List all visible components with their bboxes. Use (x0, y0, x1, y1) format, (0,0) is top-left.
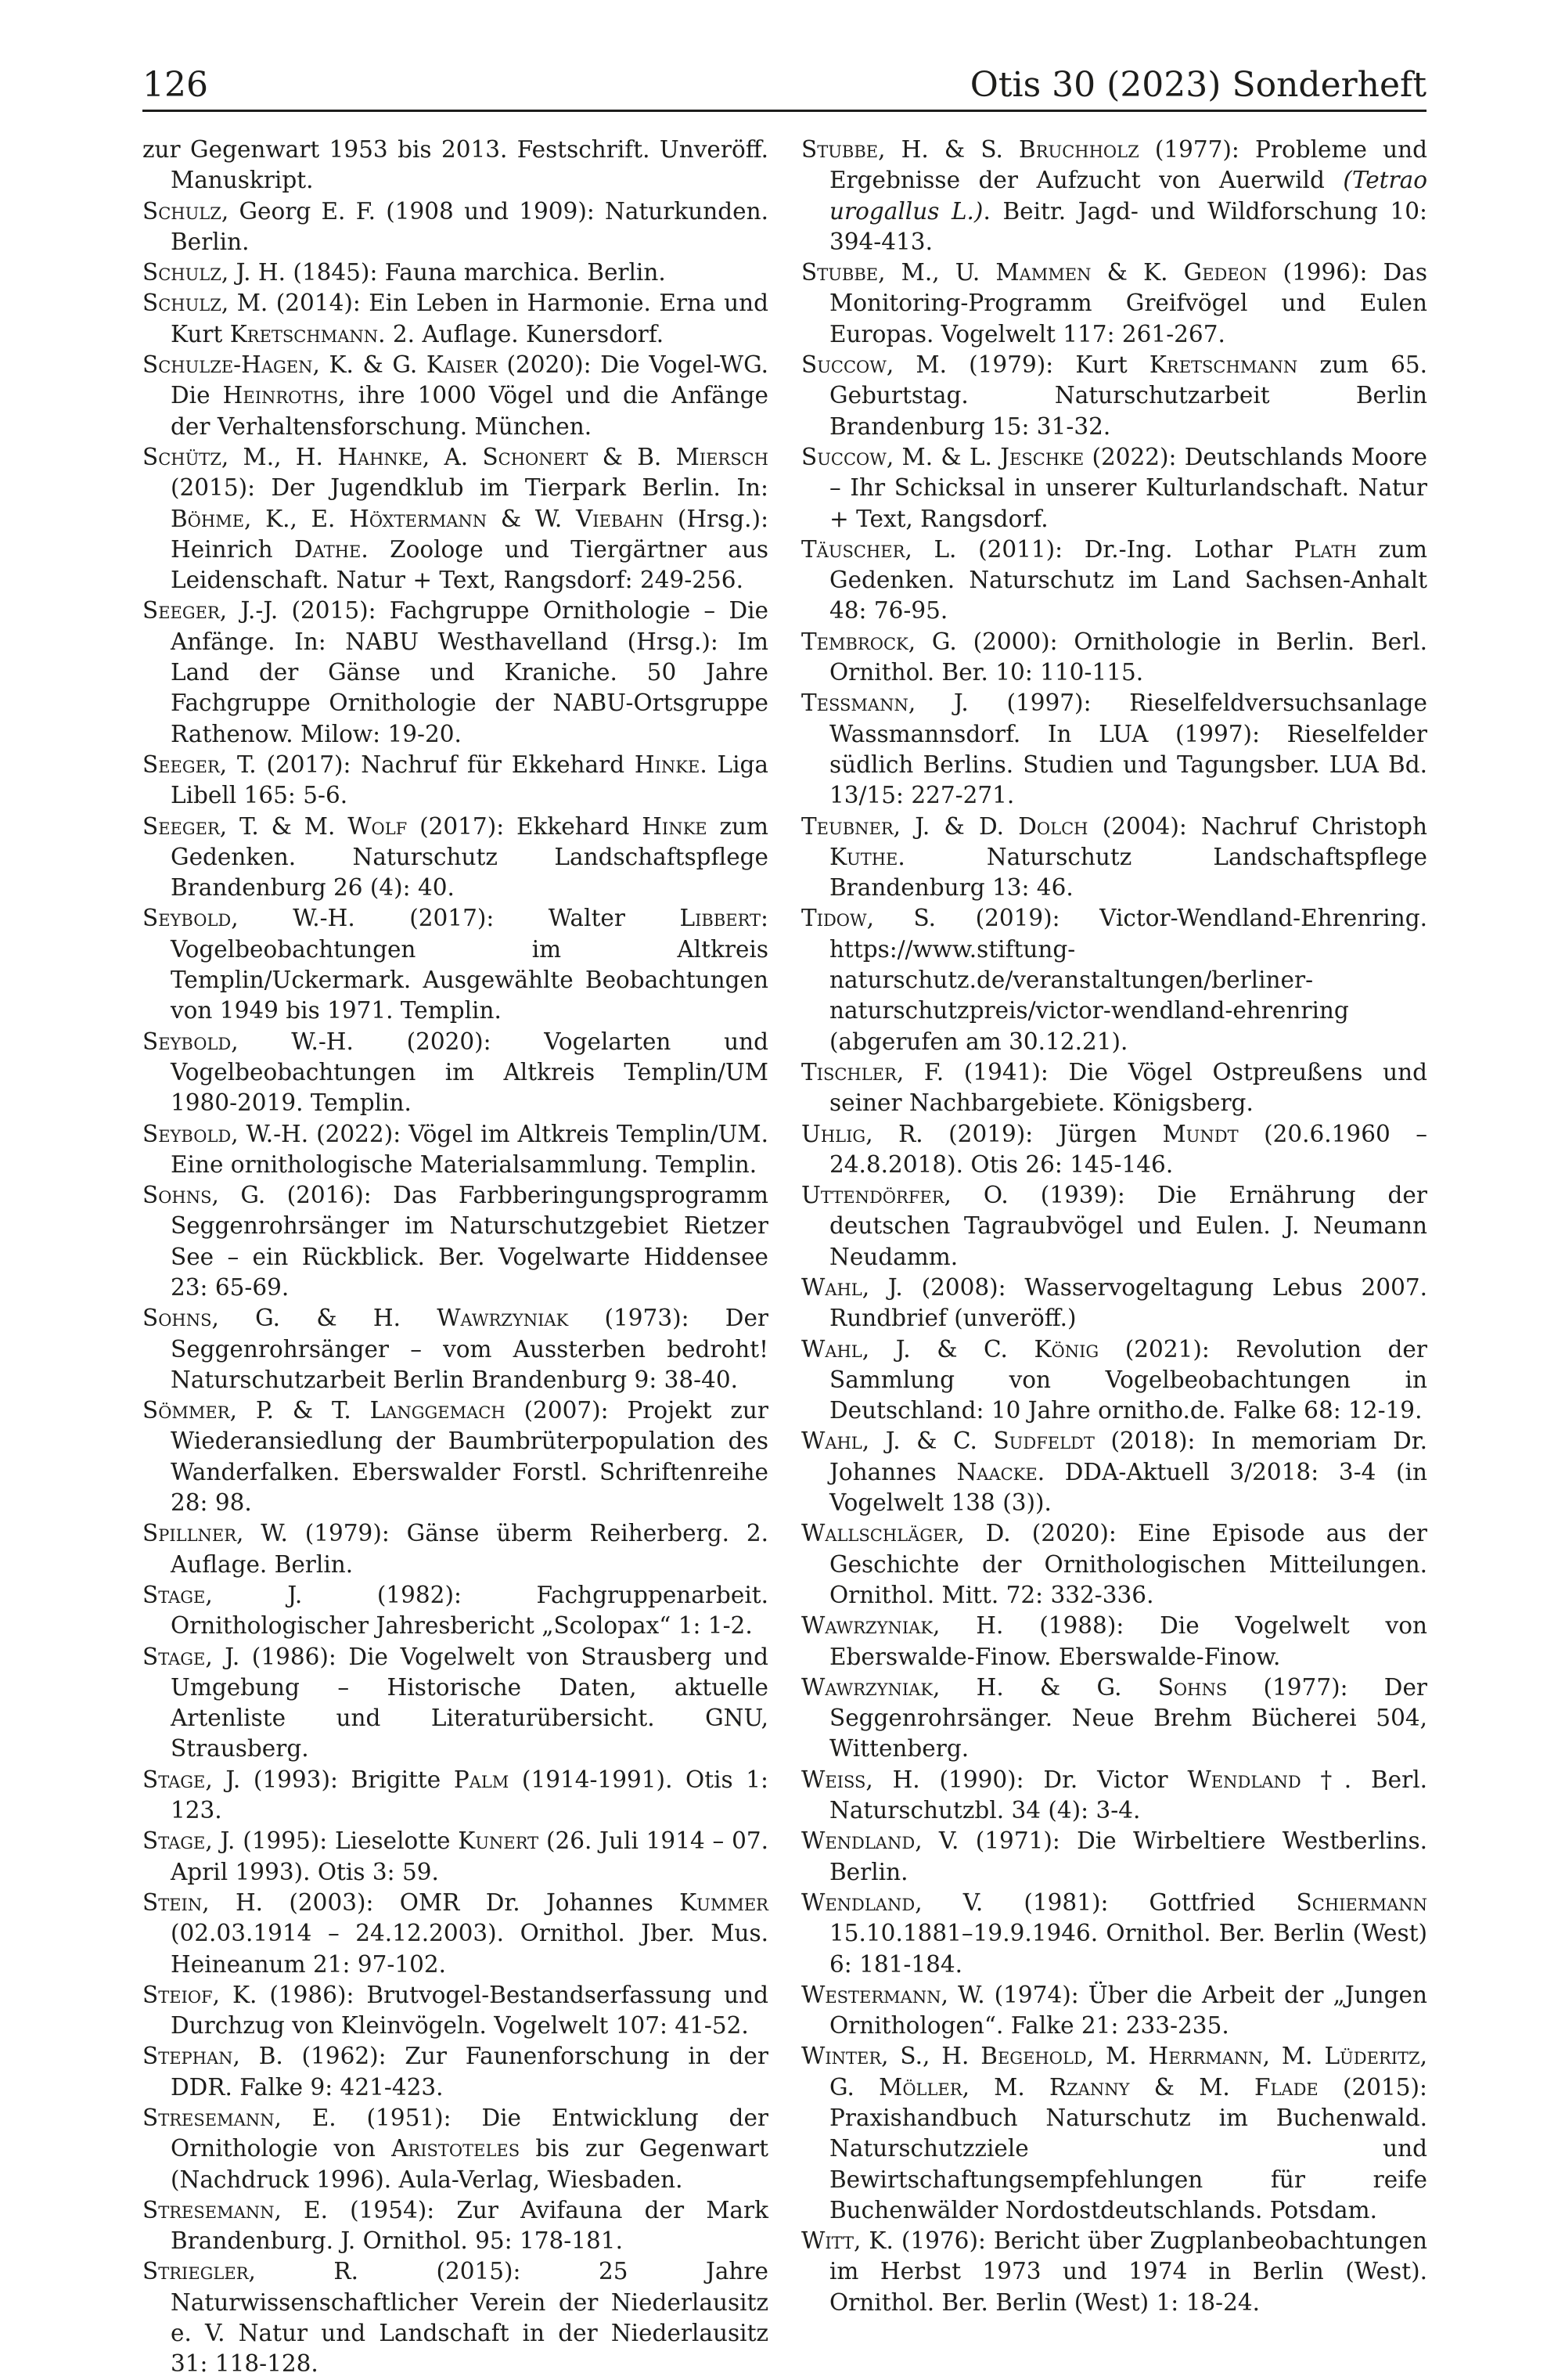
author-name: Uhlig (801, 1120, 866, 1147)
author-name: Westermann (801, 1981, 941, 2008)
reference-text: (1996): Das Monitoring-Programm Greifvögel und Eulen Europas. Vogelwelt 117: 261-267. (829, 259, 1428, 347)
author-name: Gedeon (1183, 259, 1268, 286)
reference-text: , S., H. (881, 2043, 981, 2070)
reference-text: , W.-H. (2017): Walter (231, 905, 680, 932)
author-name: Hinke (642, 812, 707, 840)
page-header (142, 61, 1426, 110)
reference-text: , R. (2019): Jürgen (865, 1120, 1163, 1147)
reference-entry (142, 1395, 768, 1518)
reference-entry (801, 1980, 1427, 2042)
reference-text: , W. (1979): Gänse überm Reiherberg. 2. Auflage. Berlin. (171, 1520, 768, 1578)
author-name: Spillner (142, 1520, 237, 1547)
author-name: Stage (142, 1581, 206, 1608)
reference-text: (20.6.1960 – 24.8.2018). Otis 26: 145-146. (829, 1120, 1427, 1178)
reference-entry (142, 2103, 768, 2195)
reference-entry (801, 1273, 1427, 1334)
reference-text: , M. (1262, 2043, 1325, 2070)
reference-text: , G. (2016): Das Farbberingungsprogramm Seggenrohrsänger im Naturschutzgebiet Rietzer See – ein Rückblick. Ber. Vogelwarte Hiddensee 23: 65-69. (171, 1182, 768, 1301)
reference-column-right (801, 135, 1427, 2318)
reference-entry (142, 596, 768, 749)
author-name: Lüderitz (1324, 2043, 1420, 2070)
reference-text: (1977): Probleme und Ergebnisse der Aufzucht von Auerwild (829, 136, 1427, 194)
reference-entry (801, 1765, 1427, 1827)
author-name: Dathe (294, 535, 362, 563)
author-name: Kretschmann (1149, 351, 1298, 379)
reference-entry (801, 442, 1427, 535)
reference-text: . Liga Libell 165: 5-6. (171, 751, 768, 809)
reference-entry (801, 688, 1427, 811)
reference-entry (142, 1119, 768, 1181)
reference-entry (142, 1826, 768, 1888)
reference-entry (801, 2226, 1427, 2318)
reference-entry (801, 1826, 1427, 1888)
reference-text: , M. (962, 2073, 1049, 2101)
reference-text: (2022): Deutschlands Moore – Ihr Schicksal in unserer Kulturlandschaft. Natur + Text, Rangsdorf. (829, 443, 1428, 532)
reference-text: (2021): Revolution der Sammlung von Vogelbeobachtungen in Deutschland: 10 Jahre ornitho.de. Falke 68: 12-19. (829, 1335, 1427, 1424)
reference-entry (142, 812, 768, 904)
reference-text: , W.-H. (2020): Vogelarten und Vogelbeobachtungen im Altkreis Templin/UM 1980-2019. Templin. (171, 1028, 768, 1117)
author-name: Striegler (142, 2258, 249, 2285)
reference-entry (801, 1672, 1427, 1765)
reference-text: . Beitr. Jagd- und Wildforschung 10: 394-413. (829, 197, 1427, 255)
author-name: Sohns (142, 1305, 212, 1332)
author-name: Uttendörfer (801, 1182, 944, 1209)
reference-text: , K. & G. (312, 351, 426, 379)
reference-text: , M. (1979): Kurt (886, 351, 1149, 379)
reference-text: bis zur Gegenwart (Nachdruck 1996). Aula-Verlag, Wiesbaden. (171, 2135, 768, 2193)
reference-text: , L. (2011): Dr.-Ing. Lothar (905, 535, 1294, 563)
author-name: Sömmer (142, 1397, 230, 1424)
reference-entry (801, 535, 1427, 627)
author-name: Schulz (142, 259, 221, 286)
author-name: Kunert (458, 1827, 539, 1855)
reference-text: , J. & C. (862, 1335, 1034, 1363)
author-name: Sohns (142, 1182, 212, 1209)
author-name: Seeger (142, 751, 220, 778)
reference-entry (801, 1180, 1427, 1273)
author-name: Aristoteles (391, 2135, 520, 2162)
reference-text: , E. (1954): Zur Avifauna der Mark Brandenburg. J. Ornithol. 95: 178-181. (171, 2196, 768, 2255)
reference-text: , R. (2015): 25 Jahre Naturwissenschaftlicher Verein der Niederlausitz e. V. Natur und Landschaft in der Niederlausitz 31: 118-128. (171, 2258, 768, 2378)
author-name: Tessmann (801, 690, 908, 717)
author-name: Winter (801, 2043, 882, 2070)
author-name: Stage (142, 1827, 206, 1855)
reference-text: , B. (1962): Zur Faunenforschung in der DDR. Falke 9: 421-423. (171, 2043, 768, 2101)
reference-text: , M., U. (878, 259, 996, 286)
reference-entry (142, 1980, 768, 2042)
author-name: Weiss (801, 1766, 866, 1793)
author-name: Stresemann (142, 2105, 275, 2131)
author-name: Herrmann (1148, 2043, 1263, 2070)
author-name: Wawrzyniak (801, 1612, 934, 1640)
reference-text: , Georg E. F. (1908 und 1909): Naturkunden. Berlin. (171, 197, 768, 255)
author-name: Begehold (980, 2043, 1087, 2070)
reference-text: , S. (2019): Victor-Wendland-Ehrenring. https://www.stiftung-naturschutz.de/veranstaltungen/berliner-naturschutzpreis/victor-wendland-ehrenring (abgerufen am 30.12.21). (829, 905, 1427, 1055)
reference-text: , H. (1990): Dr. Victor (865, 1766, 1188, 1793)
reference-text: (02.03.1914 – 24.12.2003). Ornithol. Jber. Mus. Heineanum 21: 97-102. (171, 1920, 768, 1978)
reference-entry (801, 903, 1427, 1057)
reference-entry (801, 1518, 1427, 1611)
reference-text: . DDA-Aktuell 3/2018: 3-4 (in Vogelwelt 138 (3)). (829, 1458, 1427, 1517)
reference-text: , W.-H. (2022): Vögel im Altkreis Templin/UM. Eine ornithologische Materialsammlung. Templin. (171, 1120, 768, 1178)
reference-text: (Hrsg.): Heinrich (171, 505, 769, 563)
author-name: Stubbe (801, 259, 879, 286)
reference-text: , D. (2020): Eine Episode aus der Geschichte der Ornithologischen Mitteilungen. Ornithol. Mitt. 72: 332-336. (829, 1520, 1427, 1608)
author-name: Stresemann (142, 2196, 275, 2223)
reference-text: , H. & G. (933, 1673, 1158, 1701)
author-name: Schulze-Hagen (142, 351, 313, 379)
reference-text: , J.-J. (2015): Fachgruppe Ornithologie – Die Anfänge. In: NABU Westhavelland (Hrsg.): Im Land der Gänse und Kraniche. 50 Jahre Fachgruppe Ornithologie der NABU-Ortsgruppe Rathenow. Milow: 19-20. (171, 597, 768, 747)
author-name: Wendland (801, 1889, 916, 1916)
reference-text: (2018): In memoriam Dr. Johannes (829, 1428, 1427, 1485)
reference-text: , J. (1986): Die Vogelwelt von Strausberg und Umgebung – Historische Daten, aktuelle Artenliste und Literaturübersicht. GNU, Strausberg. (171, 1643, 768, 1762)
reference-text: , J. & D. (893, 812, 1019, 840)
reference-text: (2007): Projekt zur Wiederansiedlung der Baumbrüterpopulation des Wanderfalken. Eberswalder Forstl. Schriftenreihe 28: 98. (171, 1397, 768, 1517)
author-name: Stage (142, 1643, 206, 1670)
reference-text: , P. & T. (229, 1397, 370, 1424)
author-name: Seybold (142, 1120, 232, 1147)
author-name: König (1034, 1335, 1099, 1363)
reference-entry (801, 2041, 1427, 2226)
reference-entry (801, 350, 1427, 442)
author-name: Schütz (142, 443, 221, 470)
author-name: Wolf (347, 812, 408, 840)
reference-entry (801, 135, 1427, 257)
reference-text: , M. (1086, 2043, 1149, 2070)
reference-entry (142, 2041, 768, 2103)
reference-text: zum Gedenken. Naturschutz im Land Sachsen-Anhalt 48: 76-95. (829, 535, 1427, 625)
reference-text: zum Gedenken. Naturschutz Landschaftspflege Brandenburg 26 (4): 40. (171, 812, 768, 902)
reference-entry (142, 1642, 768, 1765)
species-name: (Tetrao urogallus L.) (829, 167, 1427, 225)
author-name: Mammen (995, 259, 1092, 286)
journal-title: Otis 30 (2023) Sonderheft (970, 65, 1426, 105)
reference-column-left (142, 135, 768, 2380)
author-name: Stephan (142, 2043, 233, 2070)
page-number: 126 (142, 65, 208, 105)
reference-text: , J. (1982): Fachgruppenarbeit. Ornithologischer Jahresbericht „Scolopax“ 1: 1-2. (171, 1581, 768, 1640)
author-name: Schiermann (1296, 1889, 1427, 1916)
author-name: Palm (453, 1766, 509, 1793)
reference-entry (142, 1180, 768, 1303)
author-name: Schulz (142, 197, 221, 225)
reference-text: , E. (1951): Die Entwicklung der Ornithologie von (171, 2105, 768, 2162)
reference-text: , G. (829, 2043, 1427, 2101)
author-name: Dolch (1018, 812, 1088, 840)
reference-entry (142, 257, 768, 288)
author-name: Sohns (1157, 1673, 1228, 1701)
reference-text: (26. Juli 1914 – 07. April 1993). Otis 3: 59. (171, 1827, 768, 1885)
reference-entry (801, 1611, 1427, 1672)
reference-text: (2004): Nachruf Christoph (1088, 812, 1427, 840)
reference-entry (801, 1119, 1427, 1181)
reference-text: , G. (2000): Ornithologie in Berlin. Berl. Ornithol. Ber. 10: 110-115. (829, 628, 1427, 686)
reference-entry (142, 2256, 768, 2379)
author-name: Stein (142, 1889, 203, 1916)
reference-entry (142, 1518, 768, 1580)
author-name: Wendland (1187, 1766, 1301, 1793)
author-name: Jeschke (1000, 443, 1085, 470)
author-name: Kummer (679, 1889, 768, 1916)
author-name: Tischler (801, 1058, 897, 1086)
reference-text: , F. (1941): Die Vögel Ostpreußens und seiner Nachbargebiete. Königsberg. (829, 1058, 1427, 1117)
author-name: Böhme (171, 505, 245, 532)
reference-entry (142, 442, 768, 596)
author-name: Wendland (801, 1827, 916, 1855)
author-name: Teubner (801, 812, 894, 840)
reference-text: : Vogelbeobachtungen im Altkreis Templin/Uckermark. Ausgewählte Beobachtungen von 1949 bis 1971. Templin. (171, 905, 768, 1024)
author-name: Tidow (801, 905, 867, 932)
reference-text: & W. (487, 505, 576, 532)
reference-entry (801, 1057, 1427, 1119)
reference-text: , O. (1939): Die Ernährung der deutschen Tagraubvögel und Eulen. J. Neumann Neudamm. (829, 1182, 1427, 1270)
author-name: Kaiser (426, 351, 498, 379)
reference-text: , H. (1988): Die Vogelwelt von Eberswalde-Finow. Eberswalde-Finow. (829, 1612, 1427, 1670)
author-name: Heinroths (222, 382, 339, 409)
reference-text: , J. (1995): Lieselotte (205, 1827, 459, 1855)
author-name: Succow (801, 443, 887, 470)
author-name: Rzanny (1049, 2073, 1130, 2101)
reference-entry (142, 2195, 768, 2257)
author-name: Stubbe (801, 136, 879, 163)
author-name: Wahl (801, 1428, 862, 1455)
reference-entry (142, 1765, 768, 1827)
reference-text: (1914-1991). Otis 1: 123. (171, 1766, 768, 1824)
reference-entry (801, 627, 1427, 689)
reference-entry (142, 1303, 768, 1395)
reference-text: 15.10.1881–19.9.1946. Ornithol. Ber. Berlin (West) 6: 181-184. (829, 1920, 1427, 1978)
reference-text: , M. & L. (886, 443, 1001, 470)
author-name: Flade (1254, 2073, 1319, 2101)
reference-entry (142, 1027, 768, 1119)
reference-entry (801, 812, 1427, 904)
author-name: Hinke (634, 751, 700, 778)
reference-text: , ihre 1000 Vögel und die Anfänge der Verhaltensforschung. München. (171, 382, 769, 440)
reference-text: (1973): Der Seggenrohrsänger – vom Aussterben bedroht! Naturschutzarbeit Berlin Brandenburg 9: 38-40. (171, 1305, 769, 1393)
author-name: Wawrzyniak (801, 1673, 934, 1701)
reference-text: & B. (588, 443, 676, 470)
reference-entry (801, 1426, 1427, 1518)
author-name: Mundt (1162, 1120, 1239, 1147)
header-rule (142, 110, 1426, 112)
author-name: Bruchholz (1019, 136, 1139, 163)
author-name: Stage (142, 1766, 206, 1793)
author-name: Täuscher (801, 535, 905, 563)
reference-entry (142, 750, 768, 812)
reference-text: (2015): Praxishandbuch Naturschutz im Buchenwald. Naturschutzziele und Bewirtschaftungsempfehlungen für reife Buchenwälder Nordostdeutschlands. Potsdam. (829, 2073, 1427, 2223)
author-name: Plath (1293, 535, 1357, 563)
reference-text: (2015): Der Jugendklub im Tierpark Berlin. In: (171, 474, 768, 502)
reference-text: , M. (2014): Ein Leben in Harmonie. Erna und Kurt (171, 290, 768, 347)
author-name: Miersch (675, 443, 768, 470)
reference-entry (142, 903, 768, 1026)
author-name: Langgemach (369, 1397, 505, 1424)
reference-text: , V. (1971): Die Wirbeltiere Westberlins. Berlin. (829, 1827, 1427, 1885)
reference-text: . Zoologe und Tiergärtner aus Leidenschaft. Natur + Text, Rangsdorf: 249-256. (171, 535, 768, 594)
reference-text: , K. (1976): Bericht über Zugplanbeobachtungen im Herbst 1973 und 1974 in Berlin (West). Ornithol. Ber. Berlin (West) 1: 18-24. (829, 2227, 1427, 2316)
reference-text: (2020): Die Vogel-WG. Die (171, 351, 768, 409)
author-name: Seeger (142, 597, 220, 625)
author-name: Kretschmann (229, 320, 379, 347)
author-name: Wawrzyniak (437, 1305, 569, 1332)
reference-text: , K., E. (244, 505, 350, 532)
reference-text: , T. (2017): Nachruf für Ekkehard (219, 751, 635, 778)
reference-text: , A. (422, 443, 483, 470)
reference-text: , J. (2008): Wasservogeltagung Lebus 2007. Rundbrief (unveröff.) (829, 1273, 1427, 1332)
reference-text: †. Berl. Naturschutzbl. 34 (4): 3-4. (829, 1766, 1428, 1824)
author-name: Schulz (142, 290, 221, 317)
author-name: Libbert (679, 905, 761, 932)
reference-text: , J. (1993): Brigitte (205, 1766, 454, 1793)
reference-text: , M., H. (221, 443, 338, 470)
author-name: Seybold (142, 905, 232, 932)
author-name: Wallschläger (801, 1520, 958, 1547)
reference-text: , K. (1986): Brutvogel-Bestandserfassung und Durchzug von Kleinvögeln. Vogelwelt 107: 41-52. (171, 1981, 768, 2040)
reference-text: zum 65. Geburtstag. Naturschutzarbeit Berlin Brandenburg 15: 31-32. (829, 351, 1427, 440)
reference-entry (142, 288, 768, 350)
reference-text: (2017): Ekkehard (407, 812, 642, 840)
reference-text: & K. (1091, 259, 1184, 286)
author-name: Wahl (801, 1335, 862, 1363)
reference-entry (142, 135, 768, 196)
reference-text: , T. & M. (219, 812, 348, 840)
reference-text: , V. (1981): Gottfried (915, 1889, 1297, 1916)
author-name: Viebahn (575, 505, 664, 532)
author-name: Naacke (956, 1458, 1038, 1485)
author-name: Witt (801, 2227, 854, 2255)
reference-text: . Naturschutz Landschaftspflege Brandenburg 13: 46. (829, 843, 1427, 902)
author-name: Seeger (142, 812, 220, 840)
reference-entry (801, 1334, 1427, 1427)
reference-text: zur Gegenwart 1953 bis 2013. Festschrift. Unveröff. Manuskript. (142, 136, 768, 194)
reference-text: , H. (2003): OMR Dr. Johannes (202, 1889, 680, 1916)
reference-text: , J. H. (1845): Fauna marchica. Berlin. (221, 259, 666, 286)
author-name: Succow (801, 351, 887, 379)
author-name: Wahl (801, 1273, 862, 1301)
author-name: Höxtermann (349, 505, 487, 532)
reference-entry (801, 1888, 1427, 1980)
author-name: Sudfeldt (993, 1428, 1095, 1455)
author-name: Kuthe (829, 843, 898, 870)
author-name: Möller (879, 2073, 962, 2101)
author-name: Schonert (482, 443, 588, 470)
reference-text: (1977): Der Seggenrohrsänger. Neue Brehm Bücherei 504, Wittenberg. (829, 1673, 1428, 1762)
reference-entry (142, 196, 768, 258)
reference-text: , W. (1974): Über die Arbeit der „Jungen Ornithologen“. Falke 21: 233-235. (829, 1981, 1427, 2040)
author-name: Steiof (142, 1981, 213, 2008)
reference-text: . 2. Auflage. Kunersdorf. (378, 320, 664, 347)
author-name: Seybold (142, 1028, 232, 1055)
reference-text: , H. & S. (878, 136, 1020, 163)
reference-entry (142, 1888, 768, 1980)
reference-entry (142, 1580, 768, 1642)
author-name: Hahnke (337, 443, 423, 470)
author-name: Tembrock (801, 628, 908, 655)
reference-entry (801, 257, 1427, 350)
reference-text: , J. (1997): Rieselfeldversuchsanlage Wassmannsdorf. In LUA (1997): Rieselfelder südlich Berlins. Studien und Tagungsber. LUA Bd. 13/15: 227-271. (829, 690, 1427, 809)
reference-entry (142, 350, 768, 442)
reference-text: & M. (1129, 2073, 1254, 2101)
reference-text: , G. & H. (211, 1305, 437, 1332)
reference-text: , J. & C. (862, 1428, 994, 1455)
